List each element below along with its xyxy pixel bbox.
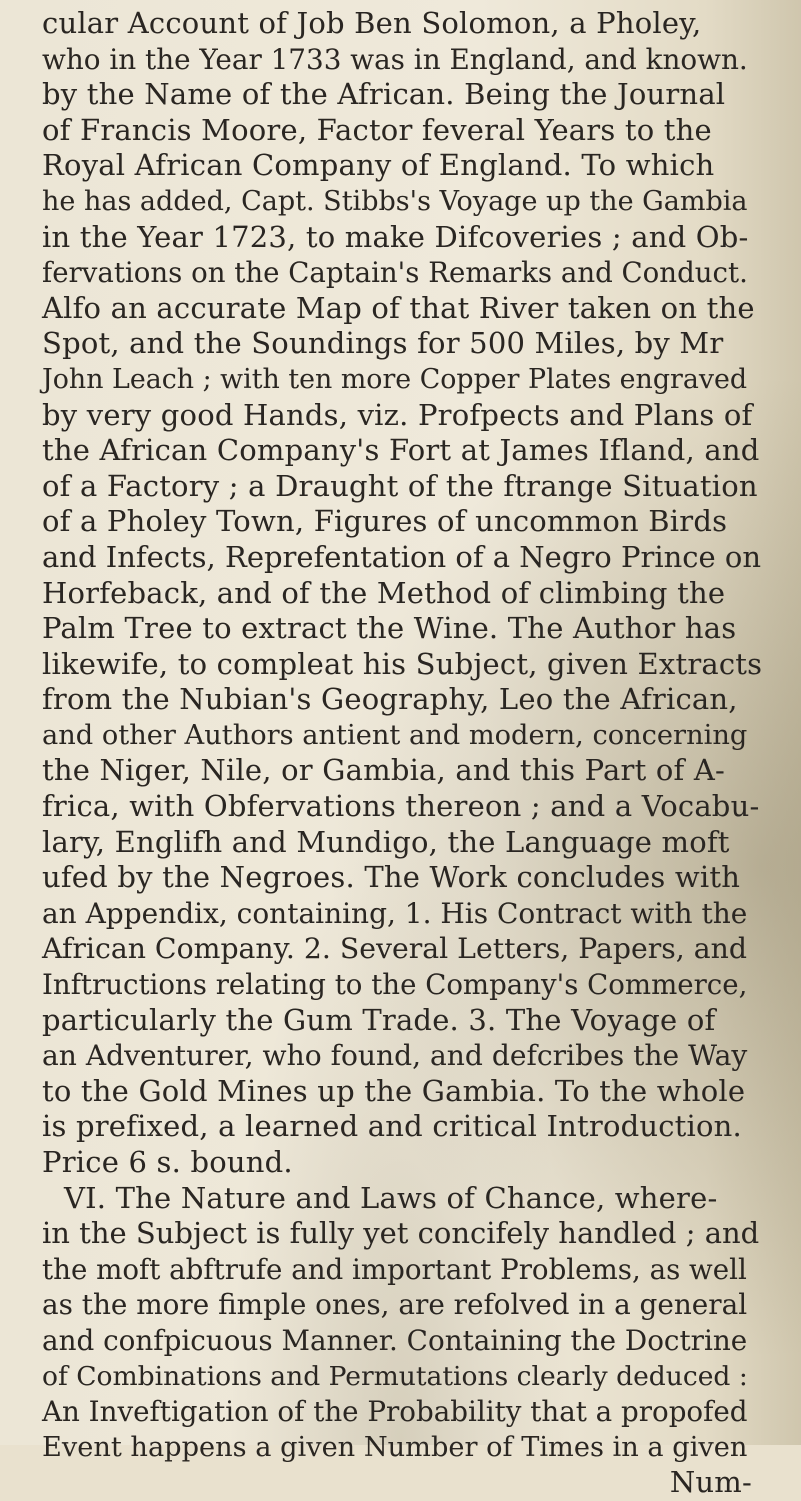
text-line: particularly the Gum Trade. 3. The Voyage of	[42, 1002, 716, 1037]
text-line: an Adventurer, who found, and defcribes the Way	[42, 1039, 748, 1073]
text-line: to the Gold Mines up the Gambia. To the whole	[42, 1073, 746, 1108]
text-line: from the Nubian's Geography, Leo the African,	[42, 682, 738, 717]
text-line: by the Name of the African. Being the Journal	[42, 77, 726, 112]
text-line: ufed by the Negroes. The Work concludes with	[42, 860, 741, 895]
text-line: is prefixed, a learned and critical Introduction.	[42, 1109, 742, 1144]
text-line: Royal African Company of England. To which	[42, 148, 715, 183]
text-line: the moft abftrufe and important Problems, as well	[42, 1252, 747, 1286]
text-line: Inftructions relating to the Company's Commerce,	[42, 968, 748, 1002]
text-line: the Niger, Nile, or Gambia, and this Part of A-	[42, 753, 726, 788]
text-line: lary, Englifh and Mundigo, the Language moft	[42, 824, 730, 859]
page-body-text	[42, 6, 762, 1501]
text-line: the African Company's Fort at James Ifland, and	[42, 433, 760, 468]
text-line: VI. The Nature and Laws of Chance, where-	[64, 1180, 718, 1215]
text-line: an Appendix, containing, 1. His Contract with the	[42, 896, 748, 930]
text-line: in the Year 1723, to make Difcoveries ; and Ob-	[42, 219, 749, 254]
text-line: Event happens a given Number of Times in a given	[42, 1431, 748, 1463]
text-line: by very good Hands, viz. Profpects and Plans of	[42, 397, 753, 432]
text-line: likewife, to compleat his Subject, given Extracts	[42, 646, 763, 681]
text-line: as the more fimple ones, are refolved in a general	[42, 1288, 748, 1322]
text-line: and confpicuous Manner. Containing the Doctrine	[42, 1323, 748, 1357]
text-line: John Leach ; with ten more Copper Plates engraved	[42, 363, 748, 395]
text-line: in the Subject is fully yet concifely handled ; and	[42, 1216, 760, 1251]
text-line: and other Authors antient and modern, concerning	[42, 719, 748, 751]
text-line: of a Factory ; a Draught of the ftrange Situation	[42, 468, 758, 503]
text-line: An Inveftigation of the Probability that a propofed	[42, 1395, 748, 1429]
text-line: he has added, Capt. Stibbs's Voyage up the Gambia	[42, 185, 748, 217]
text-line: of Francis Moore, Factor feveral Years to the	[42, 112, 712, 147]
text-line: fervations on the Captain's Remarks and Conduct.	[42, 256, 748, 290]
text-line: Alfo an accurate Map of that River taken on the	[42, 290, 755, 325]
text-line: and Infects, Reprefentation of a Negro Prince on	[42, 539, 762, 574]
text-line: Palm Tree to extract the Wine. The Author has	[42, 611, 737, 646]
text-line: African Company. 2. Several Letters, Papers, and	[42, 932, 747, 966]
text-line: Spot, and the Soundings for 500 Miles, by Mr	[42, 326, 724, 361]
text-line: who in the Year 1733 was in England, and known.	[42, 42, 748, 76]
text-line: of Combinations and Permutations clearly deduced :	[42, 1360, 748, 1392]
text-line: of a Pholey Town, Figures of uncommon Birds	[42, 504, 728, 539]
text-line: Horfeback, and of the Method of climbing the	[42, 575, 726, 610]
text-line: Price 6 s. bound.	[42, 1145, 293, 1179]
text-line: cular Account of Job Ben Solomon, a Pholey,	[42, 6, 702, 40]
text-line: frica, with Obfervations thereon ; and a Vocabu-	[42, 789, 760, 824]
catchword: Num-	[669, 1465, 752, 1500]
